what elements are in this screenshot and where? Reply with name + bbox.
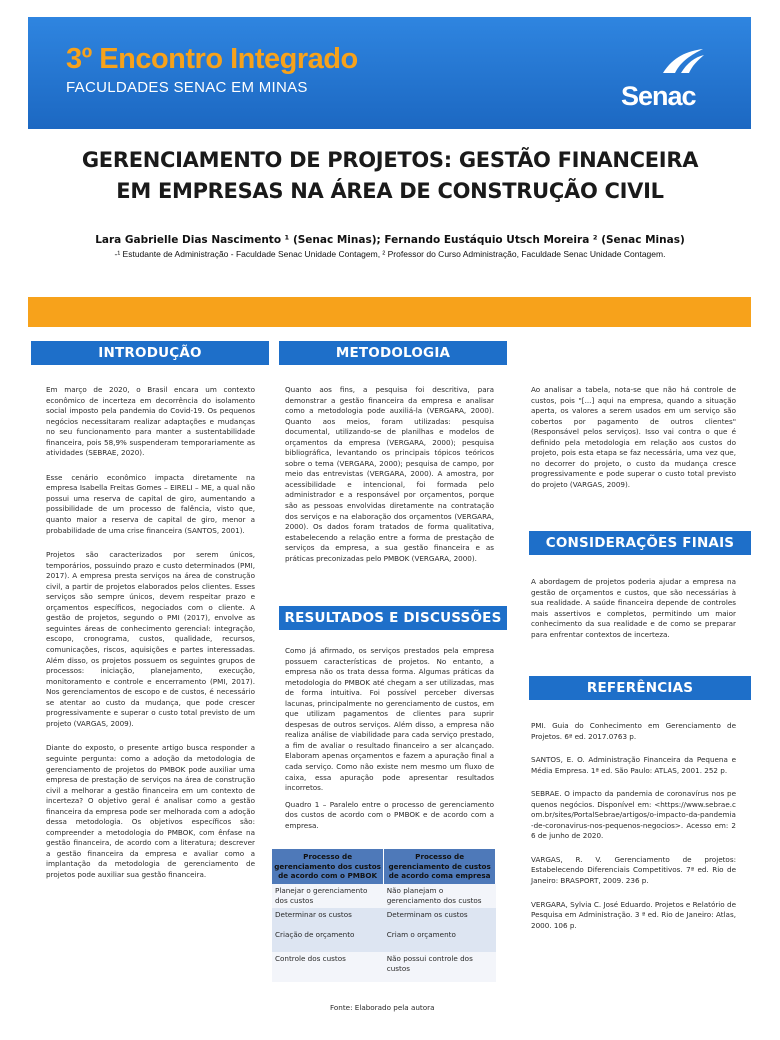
- table-header-row: [272, 849, 496, 884]
- paragraph: Em março de 2020, o Brasil encara um contexto econômico de incerteza em decorrência do isolamento social imposto pela pandemia do Covid-19. Os pequenos negócios necessitaram realizar adaptações e mudanças no seu funcionamento para manter a sustentabilidade financeira, pois 58,9% suspenderam temporariamente as atividades (SEBRAE, 2020).: [46, 385, 255, 458]
- table-row: [272, 928, 496, 952]
- quadro-table: [272, 849, 496, 982]
- affiliation: -¹ Estudante de Administração - Faculdade Senac Unidade Contagem, ² Professor do Curso Administração, Faculdade Senac Unidade Contagem.: [114, 249, 666, 259]
- title-line-2: EM EMPRESAS NA ÁREA DE CONSTRUÇÃO CIVIL: [116, 179, 664, 203]
- resultados-continuation: [531, 385, 736, 490]
- table-row: [272, 884, 496, 908]
- logo-wordmark: Senac: [621, 81, 696, 111]
- table-cell: Planejar o gerenciamento dos custos: [272, 884, 384, 908]
- table-header-cell: Processo de gerenciamento dos custos de acordo com o PMBOK: [272, 849, 384, 884]
- table-header-cell: Processo de gerenciamento de custos de acordo coma empresa: [384, 849, 496, 884]
- event-title: 3º Encontro Integrado: [66, 43, 358, 75]
- paragraph: Ao analisar a tabela, nota-se que não há controle de custos, pois "[...] aqui na empresa, quando a situação aperta, os valores a serem usados em um serviço são cobertos por pagamento de outros clientes" (Responsável pelos serviços). Isso vai contra o que é definido pela metodologia em relação aos custos do projeto, pois esta etapa se faz necessária, uma vez que, no decorrer do projeto, o custo da mudança cresce progressivamente e pode superar o custo total previsto do projeto (VARGAS, 2009).: [531, 385, 736, 489]
- paragraph: Projetos são caracterizados por serem únicos, temporários, possuindo prazo e custo determinados (PMI, 2017). A empresa presta serviços na área de construção civil, a partir de projetos elaborados pelos clientes. Esses serviços são sempre únicos, devem respeitar prazo e orçamentos específicos, negociados com o cliente. A gestão de projetos, segundo o PMI (2017), envolve as seguintes áreas de conhecimento gerencial: integração, escopo, cronograma, custos, qualidade, recursos, comunicações, riscos, aquisições e partes interessadas. Além disso, os projetos possuem os seguintes grupos de processos: iniciação, planejamento, execução, monitoramento e controle e encerramento (PMI, 2017). Nos gerenciamentos de escopo e de custos, é necessário se atentar ao custo da mudança, que pode crescer progressivamente e superar o custo total previsto de um projeto (VARGAS, 2009).: [46, 550, 255, 728]
- table-row: [272, 952, 496, 982]
- consideracoes-text: [531, 577, 736, 640]
- heading-referencias: REFERÊNCIAS: [529, 676, 751, 700]
- event-subtitle: FACULDADES SENAC EM MINAS: [66, 79, 308, 96]
- referencias-list: [531, 721, 736, 931]
- table-cell: Criação de orçamento: [272, 928, 384, 952]
- metodologia-text: [285, 385, 494, 564]
- senac-logo: [617, 47, 727, 117]
- reference-item: SANTOS, E. O. Administração Financeira da Pequena e Média Empresa. 1ª ed. São Paulo: ATLAS, 2001. 252 p.: [531, 755, 736, 775]
- orange-divider-bar: [28, 297, 751, 327]
- table-row: [272, 908, 496, 928]
- header-banner: [28, 17, 751, 129]
- paragraph: Diante do exposto, o presente artigo busca responder a seguinte pergunta: como a adoção da metodologia de gerenciamento de projetos do PMBOK pode auxiliar uma empresa de prestação de serviços na área de construção civil a melhorar a gestão financeira em um contexto de incerteza? O objetivo geral é analisar como a gestão financeira da empresa pode ser melhorada com a adoção dessa metodologia. Os objetivos específicos são: compreender a metodologia do PMBOK, com ênfase na gestão financeira, de acordo com a literatura; descrever a gestão financeira da empresa e avaliar como a implantação da metodologia de gerenciamento de projetos pode auxiliar sua gestão financeira.: [46, 743, 255, 879]
- reference-item: SEBRAE. O impacto da pandemia de coronavírus nos pequenos negócios. Disponível em: <https://www.sebrae.com.br/sites/PortalSebrae/artigos/o-impacto-da-pandemia-de-coronavirus-nos-pequenos-negocios>. Acesso em: 26 de junho de 2020.: [531, 789, 736, 841]
- table-cell: Criam o orçamento: [384, 928, 496, 952]
- paragraph: Quanto aos fins, a pesquisa foi descritiva, para demonstrar a gestão financeira da empresa e analisar como a metodologia pode auxiliá-la (VERGARA, 2000). Quanto aos meios, foram utilizadas: pesquisa documental, utilizando-se de planilhas e modelos de orçamentos da empresa (VERGARA, 2000); pesquisa bibliográfica, levantando os principais tópicos teóricos sobre o tema (VERGARA, 2000); pesquisa de campo, por meio das entrevistas (VERGARA, 2000). A amostra, por acessibilidade e intencional, foi formada pelo administrador e a responsável por orçamentos, porque são as pessoas envolvidas diretamente na contratação dos serviços e na elaboração dos orçamentos (VERGARA, 2000). Os dados foram tratados de forma qualitativa, estabelecendo a relação entre a forma de prestação de serviços da empresa, a sua gestão financeira e as práticas preconizadas pelo PMBOK (VERGARA, 2000).: [285, 385, 494, 563]
- authors: Lara Gabrielle Dias Nascimento ¹ (Senac Minas); Fernando Eustáquio Utsch Moreira ² (Senac Minas): [95, 234, 685, 246]
- paragraph: Como já afirmado, os serviços prestados pela empresa possuem características de projetos. No entanto, a empresa não os trata dessa forma. Algumas práticas da metodologia do PMBOK até chegam a ser utilizadas, mas de forma intuitiva. Foi possível perceber diversas lacunas, principalmente no gerenciamento de custos, em que utilizam pagamentos de clientes para suprir despesas de outros serviços. Além disso, a empresa não realiza análise de viabilidade para cada serviço prestado, a fim de avaliar o resultado financeiro a ser alcançado. Elaboram apenas orçamentos e fazem a apuração final a cada serviço. Como não existe nem mesmo um fluxo de caixa, essa apuração pode apresentar resultados incorretos.: [285, 646, 494, 793]
- table-cell: Controle dos custos: [272, 952, 384, 982]
- poster-title: [40, 145, 740, 207]
- table-source: Fonte: Elaborado pela autora: [330, 1003, 435, 1012]
- heading-resultados: RESULTADOS E DISCUSSÕES: [279, 606, 507, 630]
- paragraph: Esse cenário econômico impacta diretamente na empresa Isabella Freitas Gomes – EIRELI – ME, a qual não possui uma reserva de capital de giro, aumentando a possibilidade de um processo de falência, visto que, quanto maior a reserva de capital de giro, menor a probabilidade de uma crise financeira (SANTOS, 2001).: [46, 472, 255, 535]
- heading-consideracoes: CONSIDERAÇÕES FINAIS: [529, 531, 751, 555]
- heading-introducao: INTRODUÇÃO: [31, 341, 269, 365]
- reference-item: VERGARA, Sylvia C. José Eduardo. Projetos e Relatório de Pesquisa em Administração. 3 ª ed. Rio de Janeiro: Atlas, 2000. 106 p.: [531, 899, 736, 930]
- quadro-caption: Quadro 1 – Paralelo entre o processo de gerenciamento dos custos de acordo com o PMBOK e de acordo com a empresa.: [285, 799, 494, 830]
- table-cell: Não planejam o gerenciamento dos custos: [384, 884, 496, 908]
- reference-item: VARGAS, R. V. Gerenciamento de projetos: Estabelecendo Diferenciais Competitivos. 7ª ed. Rio de Janeiro: BRASPORT, 2009. 236 p.: [531, 854, 736, 886]
- title-line-1: GERENCIAMENTO DE PROJETOS: GESTÃO FINANCEIRA: [81, 148, 699, 172]
- resultados-text: [285, 646, 494, 831]
- swoosh-icon: [661, 47, 705, 75]
- heading-metodologia: METODOLOGIA: [279, 341, 507, 365]
- table-cell: Não possui controle dos custos: [384, 952, 496, 982]
- introducao-text: [46, 385, 255, 881]
- table-cell: Determinar os custos: [272, 908, 384, 928]
- reference-item: PMI. Guia do Conhecimento em Gerenciamento de Projetos. 6ª ed. 2017.0763 p.: [531, 721, 736, 741]
- table-cell: Determinam os custos: [384, 908, 496, 928]
- paragraph: A abordagem de projetos poderia ajudar a empresa na gestão de orçamentos e custos, que são necessárias à sua realidade. A saúde financeira depende de controles mais assertivos e completos, permitindo um maior conhecimento da sua realidade e de como se preparar para enfrentar contextos de incerteza.: [531, 577, 736, 639]
